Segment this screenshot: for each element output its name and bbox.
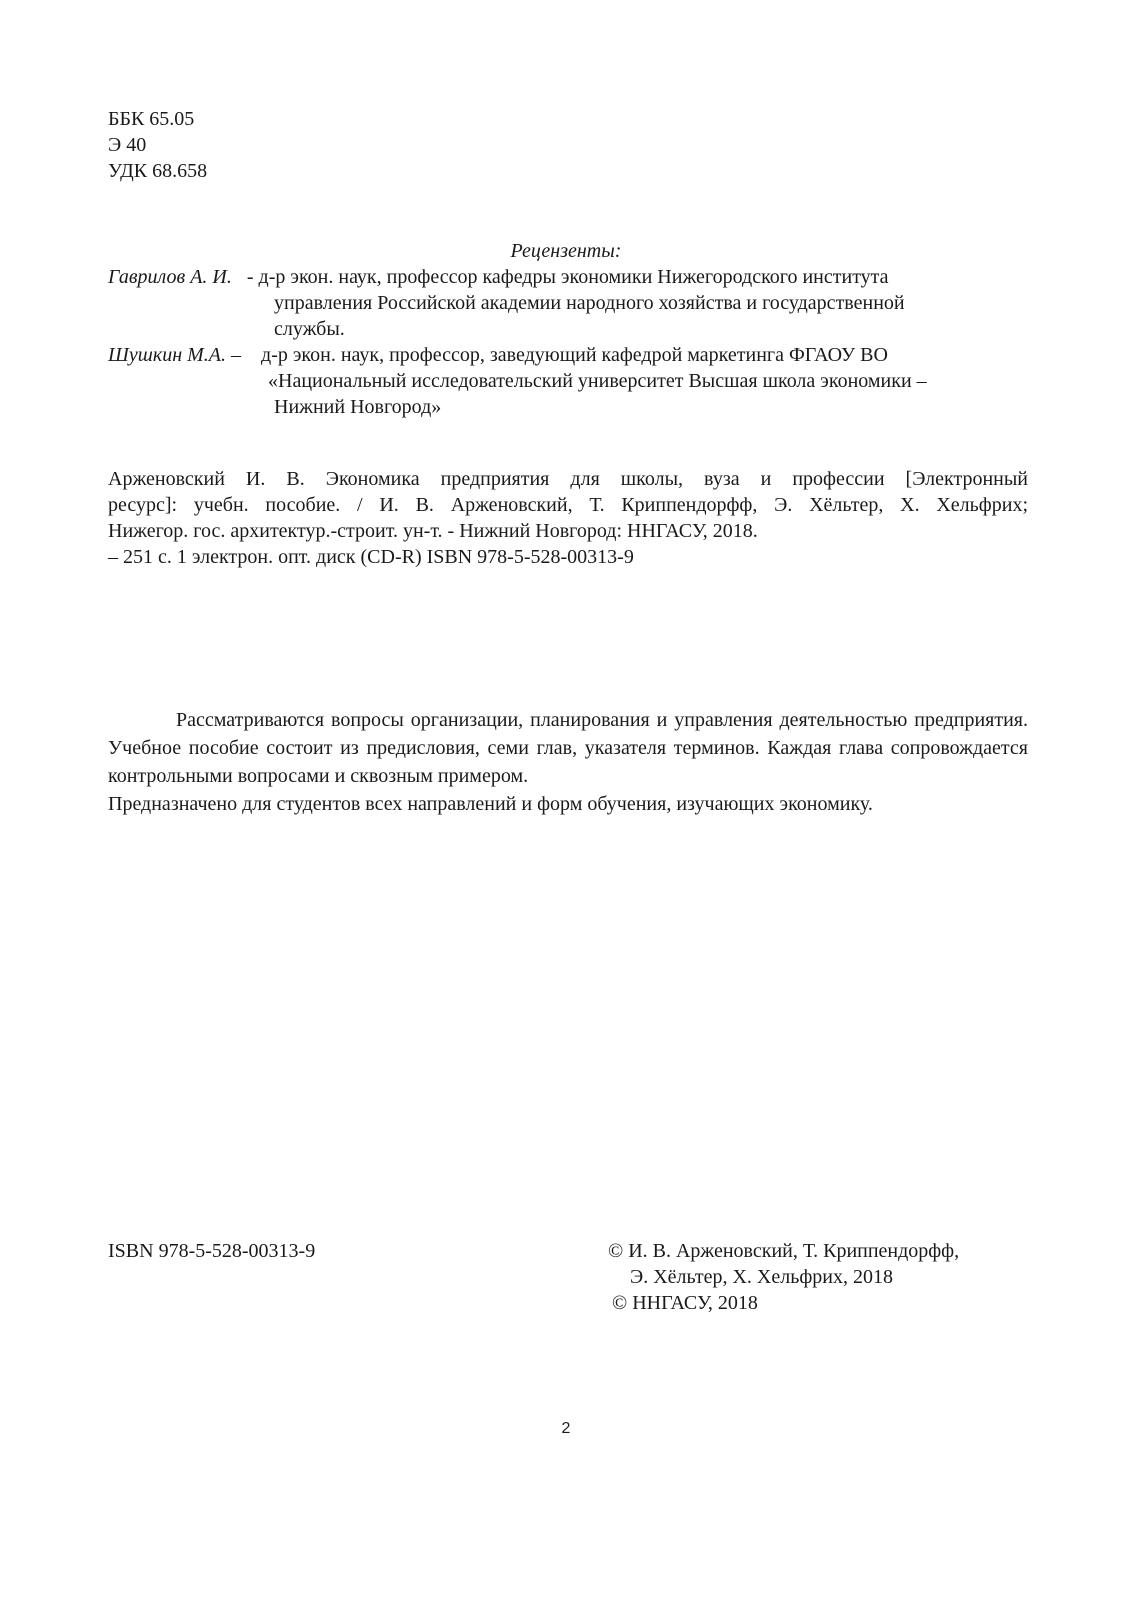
- reviewer-first-line: [108, 342, 1028, 368]
- reviewer-credentials: д-р экон. наук, профессор, заведующий кафедрой маркетинга ФГАОУ ВО: [261, 344, 888, 366]
- reviewer-credentials-cont: управления Российской академии народного хозяйства и государственной: [274, 292, 905, 314]
- bib-line: Арженовский И. В. Экономика предприятия для школы, вуза и профессии [Электронный: [108, 468, 1028, 490]
- reviewer-first-line: [108, 264, 1028, 290]
- reviewer-name: Шушкин М.А.: [108, 344, 226, 366]
- reviewer-entry: [108, 264, 1028, 342]
- reviewer-dash: –: [231, 344, 241, 366]
- bbk-code: ББК 65.05: [108, 108, 195, 130]
- reviewer-name: Гаврилов А. И.: [108, 266, 232, 288]
- bibliographic-record: [108, 466, 1028, 570]
- audience-note: Предназначено для студентов всех направлений и форм обучения, изучающих экономику.: [108, 793, 873, 815]
- copyright-line: © ННГАСУ, 2018: [612, 1292, 758, 1314]
- abstract: [108, 706, 1028, 818]
- author-mark: Э 40: [108, 134, 147, 156]
- isbn: ISBN 978-5-528-00313-9: [108, 1240, 316, 1262]
- udk-code: УДК 68.658: [108, 160, 208, 182]
- reviewer-entry: [108, 342, 1028, 420]
- abstract-paragraph: Рассматриваются вопросы организации, планирования и управления деятельностью предприятия. Учебное пособие состоит из предисловия, семи глав, указателя терминов. Каждая глава сопровождается контрольными вопросами и сквозным примером.: [108, 709, 1028, 787]
- reviewer-credentials-cont: Нижний Новгород»: [274, 396, 442, 418]
- copyright-line: © И. В. Арженовский, Т. Криппендорфф,: [608, 1240, 960, 1262]
- copyright-block: [608, 1238, 959, 1316]
- reviewer-credentials-cont: «Национальный исследовательский университет Высшая школа экономики –: [268, 370, 927, 392]
- bib-line: Нижегор. гос. архитектур.-строит. ун-т. - Нижний Новгород: ННГАСУ, 2018.: [108, 520, 758, 542]
- bib-line: ресурс]: учебн. пособие. / И. В. Арженовский, Т. Криппендорфф, Э. Хёльтер, Х. Хельфрих;: [108, 494, 1028, 516]
- page-number: 2: [561, 1420, 571, 1437]
- reviewer-credentials: д-р экон. наук, профессор кафедры экономики Нижегородского института: [258, 266, 889, 288]
- bib-line: – 251 с. 1 электрон. опт. диск (CD-R) ISBN 978-5-528-00313-9: [108, 546, 634, 568]
- reviewers-heading: Рецензенты:: [510, 240, 622, 262]
- classification-codes: [108, 106, 207, 184]
- reviewer-dash: -: [246, 266, 254, 288]
- copyright-line: Э. Хёльтер, Х. Хельфрих, 2018: [630, 1266, 894, 1288]
- reviewer-credentials-cont: службы.: [274, 318, 345, 340]
